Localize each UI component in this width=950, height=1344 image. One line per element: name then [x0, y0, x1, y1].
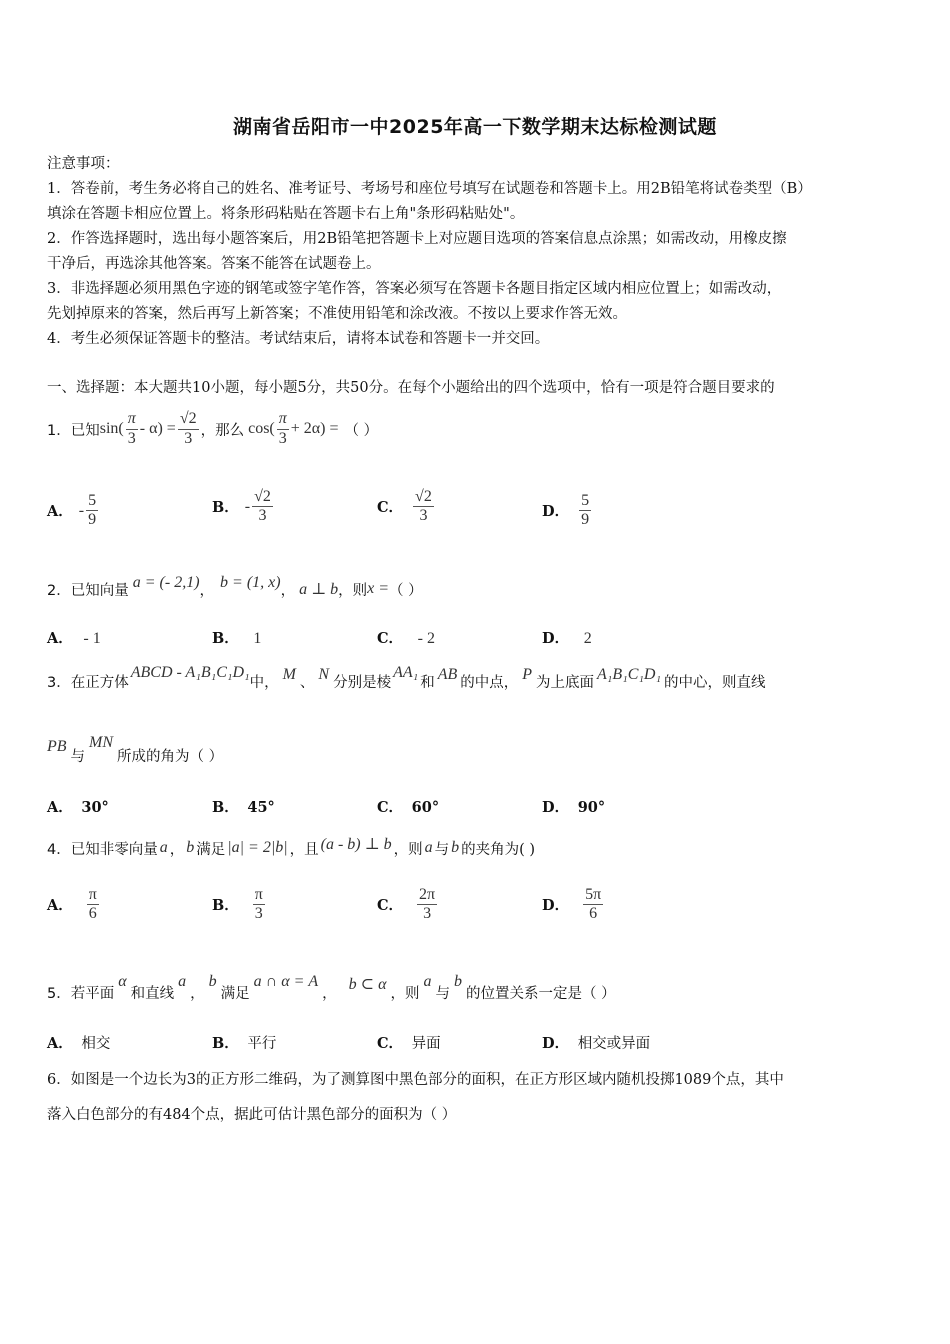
question-6-line-1: 6．如图是一个边长为3的正方形二维码，为了测算图中黑色部分的面积，在正方形区域内随机投掷1089个点，其中: [47, 1072, 784, 1088]
option-value: 45°: [247, 799, 275, 816]
question-number: 2．: [47, 582, 71, 599]
option-a[interactable]: [47, 796, 109, 817]
denominator: 3: [184, 429, 193, 447]
section-heading: 一、选择题：本大题共10小题，每小题5分，共50分。在每个小题给出的四个选项中，恰有一项是符合题目要求的: [47, 380, 775, 396]
math-expression: b = (1, x): [220, 574, 281, 591]
math-expression: - α) =: [139, 420, 176, 437]
question-text: 和直线: [130, 985, 175, 1002]
option-value: 60°: [411, 799, 440, 816]
option-value: 30°: [81, 799, 109, 816]
math-expression: b: [451, 839, 460, 856]
notice-item-3-line-1: 3．非选择题必须用黑色字迹的钢笔或签字笔作答，答案必须写在答题卡各题目指定区域内相应位置上；如需改动，: [47, 281, 782, 297]
notice-item-2-line-2: 干净后，再选涂其他答案。答案不能答在试题卷上。: [47, 256, 381, 272]
math-expression: b ⊂ α: [348, 976, 387, 993]
option-b[interactable]: [212, 1032, 276, 1053]
numerator: √2: [178, 410, 199, 429]
numerator: 5: [579, 492, 591, 511]
option-d[interactable]: [542, 492, 593, 530]
option-label: C．: [377, 897, 404, 915]
numerator: 2π: [417, 886, 437, 905]
question-text: 与: [70, 748, 86, 765]
option-c[interactable]: [377, 488, 436, 526]
question-text: 满足: [220, 985, 250, 1002]
math-expression: cos(: [248, 420, 275, 437]
option-label: A．: [47, 897, 73, 915]
numerator: 5π: [583, 886, 603, 905]
question-text: 中，: [249, 674, 279, 691]
math-expression: a = (- 2,1): [132, 574, 200, 591]
option-label: D．: [542, 630, 570, 647]
answer-blank: （ ）: [389, 582, 423, 599]
question-2: [47, 574, 423, 604]
separator: ，: [322, 985, 337, 1002]
math-expression: sin(: [99, 420, 124, 437]
option-label: B．: [212, 499, 239, 517]
question-text: 分别是棱: [333, 674, 392, 691]
question-text: 已知向量: [70, 582, 129, 599]
question-text: 满足: [196, 841, 226, 858]
math-expression: MN: [89, 734, 114, 751]
denominator: 3: [423, 905, 432, 923]
fraction: [579, 492, 591, 530]
fraction: [178, 410, 199, 448]
numerator: √2: [413, 488, 434, 507]
option-label: D．: [542, 799, 570, 816]
option-label: A．: [47, 799, 73, 816]
math-expression: M: [282, 666, 296, 683]
option-label: D．: [542, 1035, 570, 1052]
question-number: 3．: [47, 674, 71, 691]
option-label: D．: [542, 897, 570, 915]
denominator: 3: [278, 429, 287, 447]
option-a[interactable]: [47, 492, 100, 530]
fraction: [87, 886, 99, 924]
option-value: 1: [253, 630, 262, 647]
option-c[interactable]: [377, 886, 439, 924]
fraction: [583, 886, 603, 924]
math-expression: A₁B₁C₁D₁: [597, 666, 662, 683]
option-a[interactable]: [47, 886, 101, 924]
question-text: ，且: [289, 841, 319, 858]
math-expression: b: [453, 973, 462, 990]
math-expression: a: [159, 839, 168, 856]
question-5: [47, 972, 616, 1012]
notice-item-3-line-2: 先划掉原来的答案，然后再写上新答案；不准使用铅笔和涂改液。不按以上要求作答无效。: [47, 306, 627, 322]
option-label: B．: [212, 630, 239, 647]
fraction: [253, 886, 265, 924]
math-expression: N: [318, 666, 330, 683]
question-1: [47, 404, 378, 454]
page-title: 湖南省岳阳市一中2025年高一下数学期末达标检测试题: [233, 116, 717, 138]
option-label: A．: [47, 630, 73, 647]
math-expression: α: [118, 973, 127, 990]
option-value: - 1: [83, 630, 101, 647]
math-expression: ABCD - A₁B₁C₁D₁: [130, 664, 250, 681]
option-sign: -: [244, 497, 251, 515]
numerator: π: [87, 886, 99, 905]
math-expression: + 2α) =: [290, 420, 339, 437]
option-value: 2: [583, 630, 592, 647]
math-expression: P: [522, 666, 533, 683]
question-4: [47, 830, 535, 866]
separator: ，: [199, 582, 215, 599]
option-a[interactable]: [47, 1032, 110, 1053]
question-text: ，那么: [200, 422, 245, 439]
math-expression: b: [208, 973, 217, 990]
option-label: B．: [212, 799, 239, 816]
question-text: 在正方体: [70, 674, 129, 691]
notice-item-1-line-1: 1．答卷前，考生务必将自己的姓名、准考证号、考场号和座位号填写在试题卷和答题卡上。用2B铅笔将试卷类型（B）: [47, 181, 812, 197]
fraction: [126, 410, 138, 448]
question-text: ，则: [338, 582, 368, 599]
math-expression: PB: [47, 738, 67, 755]
question-text: ，则: [390, 985, 420, 1002]
separator: ，: [190, 985, 205, 1002]
question-text: 已知非零向量: [70, 841, 158, 858]
notice-item-2-line-1: 2．作答选择题时，选出每小题答案后，用2B铅笔把答题卡上对应题目选项的答案信息点涂黑；如需改动，用橡皮擦: [47, 231, 787, 247]
fraction: [277, 410, 289, 448]
fraction: [417, 886, 437, 924]
math-expression: a ∩ α = A: [253, 973, 319, 990]
question-text: 所成的角为（ ）: [117, 748, 224, 765]
option-d[interactable]: [542, 627, 592, 648]
option-label: B．: [212, 1035, 239, 1052]
option-b[interactable]: [212, 796, 275, 817]
option-label: A．: [47, 1035, 73, 1052]
question-text: 与: [434, 841, 450, 858]
question-text: 和: [420, 674, 435, 691]
math-expression: x =: [367, 580, 390, 597]
option-label: C．: [377, 630, 404, 647]
question-text: 的中点，: [460, 674, 519, 691]
option-label: B．: [212, 897, 239, 915]
notice-item-1-line-2: 填涂在答题卡相应位置上。将条形码粘贴在答题卡右上角"条形码粘贴处"。: [47, 206, 525, 222]
option-label: A．: [47, 503, 73, 521]
option-label: D．: [542, 503, 570, 521]
math-expression: a ⊥ b: [299, 581, 339, 598]
math-expression: |a| = 2|b|: [227, 839, 288, 856]
denominator: 9: [88, 511, 97, 529]
option-value: - 2: [417, 630, 435, 647]
denominator: 6: [589, 905, 598, 923]
option-c[interactable]: [377, 796, 439, 817]
math-expression: b: [186, 839, 195, 856]
question-text: 已知: [70, 422, 100, 439]
question-text: 为上底面: [536, 674, 595, 691]
question-number: 4．: [47, 841, 71, 858]
question-3-continued: [47, 734, 224, 773]
option-value: 90°: [577, 799, 606, 816]
option-a[interactable]: [47, 627, 101, 648]
numerator: 5: [86, 492, 98, 511]
denominator: 3: [419, 507, 428, 525]
option-value: 异面: [411, 1036, 441, 1052]
answer-blank: （ ）: [344, 422, 379, 439]
option-d[interactable]: [542, 886, 605, 924]
notice-heading: 注意事项：: [47, 156, 120, 172]
notice-item-4: 4．考生必须保证答题卡的整洁。考试结束后，请将本试卷和答题卡一并交回。: [47, 331, 550, 347]
question-text: 的位置关系一定是（ ）: [465, 985, 616, 1002]
question-text: ，则: [393, 841, 423, 858]
option-b[interactable]: [212, 886, 267, 924]
option-value: 相交: [81, 1036, 111, 1052]
separator: ，: [169, 841, 185, 858]
denominator: 6: [88, 905, 97, 923]
fraction: [252, 488, 273, 526]
math-expression: a: [424, 839, 433, 856]
numerator: π: [126, 410, 138, 429]
option-value: 平行: [247, 1036, 277, 1052]
question-text: 的中心，则直线: [664, 674, 766, 691]
option-c[interactable]: [377, 627, 435, 648]
separator: ，: [280, 582, 296, 599]
denominator: 3: [258, 507, 267, 525]
question-number: 5．: [47, 985, 71, 1002]
numerator: π: [277, 410, 289, 429]
math-expression: (a - b) ⊥ b: [320, 836, 392, 853]
math-expression: AB: [437, 666, 458, 683]
question-text: 、: [299, 674, 315, 691]
option-label: C．: [377, 499, 404, 517]
math-expression: AA₁: [393, 664, 419, 681]
fraction: [86, 492, 98, 530]
option-label: C．: [377, 1035, 404, 1052]
numerator: π: [253, 886, 265, 905]
question-3: [47, 663, 766, 699]
denominator: 3: [254, 905, 263, 923]
option-c[interactable]: [377, 1032, 441, 1053]
question-text: 的夹角为( ): [461, 841, 536, 858]
question-text: 与: [435, 985, 450, 1002]
option-d[interactable]: [542, 796, 605, 817]
option-sign: -: [78, 501, 85, 519]
question-text: 若平面: [70, 985, 115, 1002]
math-expression: a: [423, 973, 432, 990]
question-number: 1．: [47, 422, 71, 439]
denominator: 9: [581, 511, 590, 529]
fraction: [413, 488, 434, 526]
math-expression: a: [178, 973, 187, 990]
option-value: 相交或异面: [577, 1036, 651, 1052]
option-label: C．: [377, 799, 404, 816]
option-b[interactable]: [212, 488, 275, 526]
numerator: √2: [252, 488, 273, 507]
question-6-line-2: 落入白色部分的有484个点，据此可估计黑色部分的面积为（ ）: [47, 1107, 457, 1123]
denominator: 3: [127, 429, 136, 447]
option-d[interactable]: [542, 1032, 650, 1053]
option-b[interactable]: [212, 627, 261, 648]
